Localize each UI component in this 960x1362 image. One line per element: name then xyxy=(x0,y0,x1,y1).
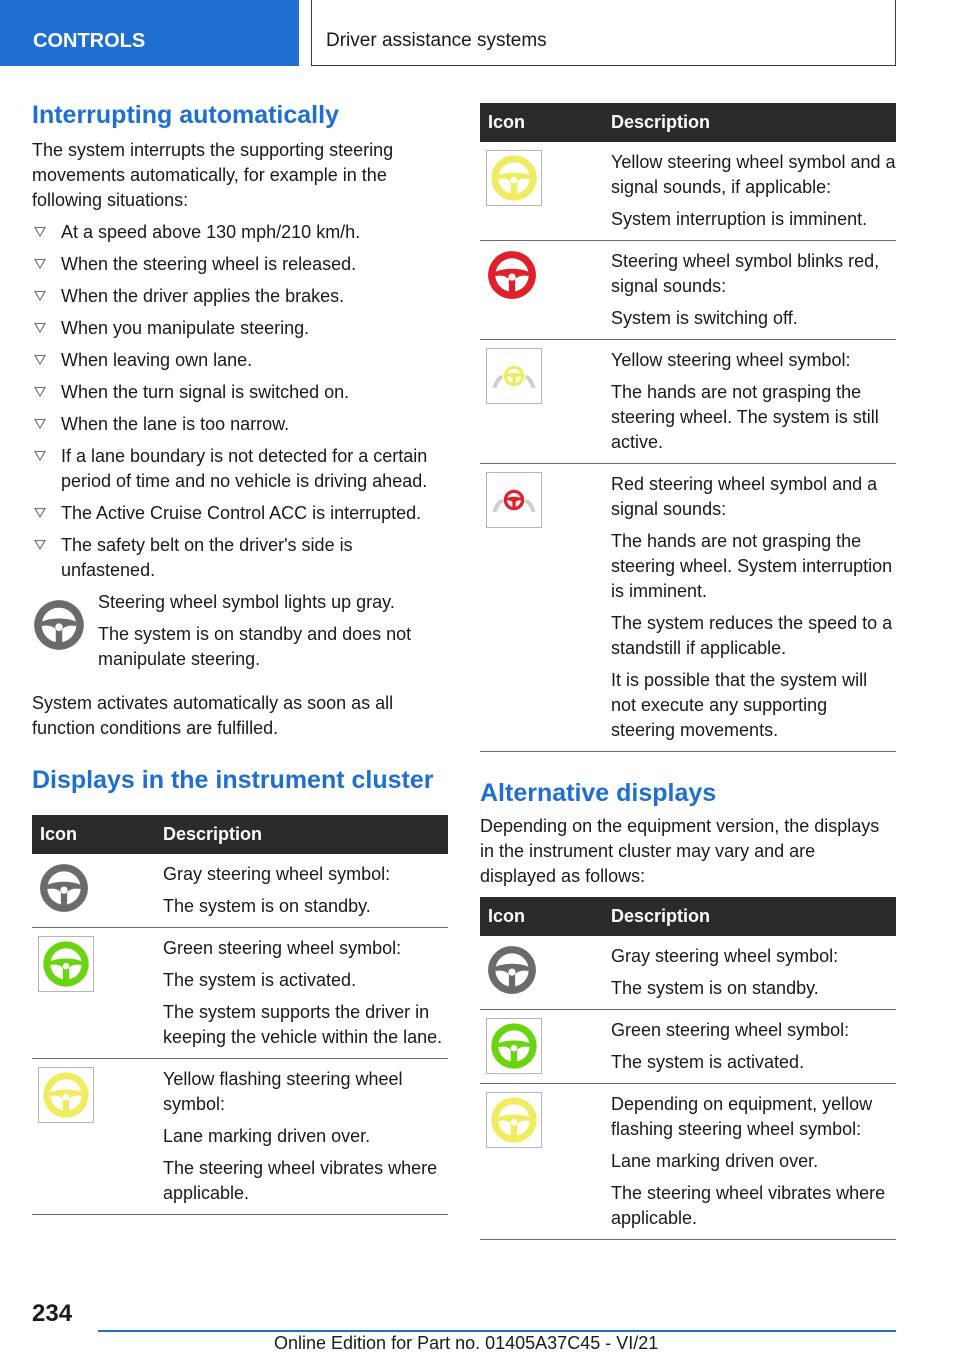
standby-symbol-block xyxy=(32,590,448,679)
table-row: Steering wheel symbol blinks red, signal sounds: System is switching off. xyxy=(480,241,896,340)
list-item: When the lane is too narrow. xyxy=(32,412,448,437)
column-header-description: Description xyxy=(163,815,448,854)
section-tab: CONTROLS xyxy=(0,0,299,66)
heading-interrupting: Interrupting automatically xyxy=(32,101,339,129)
column-header-icon: Icon xyxy=(480,897,611,936)
green-steering-wheel-icon xyxy=(486,1018,542,1074)
red-hands-off-wheel-icon xyxy=(486,472,542,528)
symbol-line: Steering wheel symbol lights up gray. xyxy=(98,592,395,612)
right-column xyxy=(480,103,896,1240)
warnings-table xyxy=(480,103,896,752)
edition-note: Online Edition for Part no. 01405A37C45 - VI/21 xyxy=(274,1333,659,1353)
bullet-triangle-icon xyxy=(34,451,46,461)
column-header-description: Description xyxy=(611,103,896,142)
column-header-description: Description xyxy=(611,897,896,936)
bullet-triangle-icon xyxy=(34,355,46,365)
yellow-hands-off-wheel-icon xyxy=(486,348,542,404)
table-header-row xyxy=(32,815,448,854)
page-header xyxy=(0,0,960,66)
list-item: If a lane boundary is not detected for a certain period of time and no vehicle is driving ahead. xyxy=(32,444,448,494)
list-item: The Active Cruise Control ACC is interrupted. xyxy=(32,501,448,526)
list-item: When the steering wheel is released. xyxy=(32,252,448,277)
table-row: Green steering wheel symbol: The system is activated. The system supports the driver in keeping the vehicle within the lane. xyxy=(32,928,448,1059)
table-row: Gray steering wheel symbol: The system is on standby. xyxy=(480,936,896,1010)
list-item: When leaving own lane. xyxy=(32,348,448,373)
yellow-steering-wheel-icon xyxy=(38,1067,94,1123)
list-item: At a speed above 130 mph/210 km/h. xyxy=(32,220,448,245)
table-row: Green steering wheel symbol: The system is activated. xyxy=(480,1010,896,1084)
bullet-triangle-icon xyxy=(34,323,46,333)
table-row: Red steering wheel symbol and a signal sounds: The hands are not grasping the steering wheel. System interruption is imminent. The system reduces the speed to a standstill if applicable. It is possible that the system will not execute any supporting steering movements. xyxy=(480,464,896,752)
bullet-triangle-icon xyxy=(34,227,46,237)
column-header-icon: Icon xyxy=(480,103,611,142)
left-column xyxy=(32,100,448,1215)
list-item: When you manipulate steering. xyxy=(32,316,448,341)
table-row: Yellow steering wheel symbol and a signal sounds, if applicable: System interruption is imminent. xyxy=(480,142,896,241)
bullet-triangle-icon xyxy=(34,540,46,550)
table-header-row xyxy=(480,103,896,142)
list-item: The safety belt on the driver's side is unfastened. xyxy=(32,533,448,583)
yellow-steering-wheel-icon xyxy=(486,150,542,206)
gray-steering-wheel-icon xyxy=(486,944,611,996)
table-row: Yellow steering wheel symbol: The hands are not grasping the steering wheel. The system is still active. xyxy=(480,340,896,464)
alternative-table xyxy=(480,897,896,1240)
column-header-icon: Icon xyxy=(32,815,163,854)
gray-steering-wheel-icon xyxy=(32,590,98,679)
bullet-triangle-icon xyxy=(34,508,46,518)
bullet-triangle-icon xyxy=(34,291,46,301)
interrupting-intro: The system interrupts the supporting steering movements automatically, for example in the following situations: xyxy=(32,140,394,210)
alternative-intro: Depending on the equipment version, the displays in the instrument cluster may vary and are displayed as follows: xyxy=(480,816,880,886)
displays-table xyxy=(32,815,448,1215)
yellow-steering-wheel-icon xyxy=(486,1092,542,1148)
heading-alternative: Alternative displays xyxy=(480,779,717,807)
interrupting-bullet-list xyxy=(32,220,448,583)
interrupting-closing: System activates automatically as soon as all function conditions are fulfilled. xyxy=(32,693,394,738)
symbol-line: The system is on standby and does not manipulate steering. xyxy=(98,624,412,669)
bullet-triangle-icon xyxy=(34,387,46,397)
table-row: Yellow flashing steering wheel symbol: Lane marking driven over. The steering wheel vibrates where applicable. xyxy=(32,1059,448,1215)
footer-divider xyxy=(98,1330,896,1332)
green-steering-wheel-icon xyxy=(38,936,94,992)
chapter-title: Driver assistance systems xyxy=(311,0,896,66)
table-header-row xyxy=(480,897,896,936)
heading-displays: Displays in the instrument cluster xyxy=(32,766,434,794)
list-item: When the turn signal is switched on. xyxy=(32,380,448,405)
gray-steering-wheel-icon xyxy=(38,862,163,914)
bullet-triangle-icon xyxy=(34,259,46,269)
list-item: When the driver applies the brakes. xyxy=(32,284,448,309)
red-steering-wheel-icon xyxy=(486,249,611,301)
table-row: Gray steering wheel symbol: The system is on standby. xyxy=(32,854,448,928)
page-number: 234 xyxy=(32,1300,73,1327)
bullet-triangle-icon xyxy=(34,419,46,429)
table-row: Depending on equipment, yellow flashing steering wheel symbol: Lane marking driven over. The steering wheel vibrates where applicable. xyxy=(480,1084,896,1240)
